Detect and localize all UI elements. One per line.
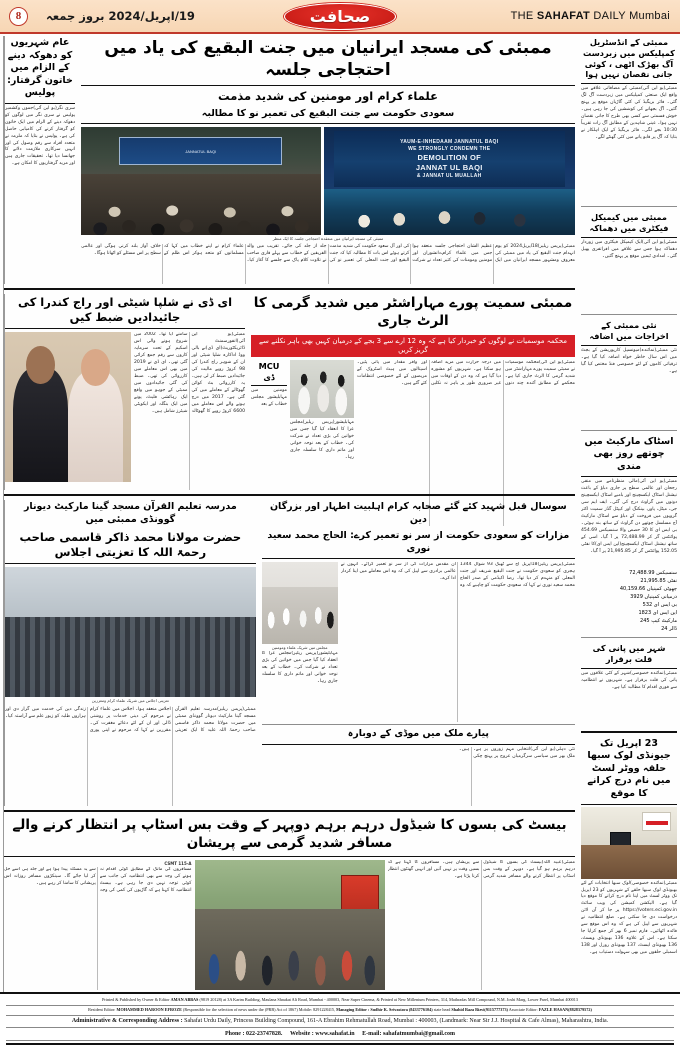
pyare-body: نئی دہلی(یو این آئی)انتخابی مہم زوروں پر ہے۔ ملک بھر میں سیاسی سرگرمیاں عروج پر پہنچ چکی ہیں۔ bbox=[458, 746, 575, 759]
majlis-gathering-photo bbox=[262, 562, 338, 644]
heat-headline: ممبئی سمیت پورے مہاراشٹر میں شدید گرمی کا الرٹ جاری bbox=[253, 295, 573, 329]
top-left-body: سری نگر(یو این آئی)جموں وکشمیر پولیس نے سری نگر میں لوگوں کو دھوکہ دینے کے الزام میں ایک خاتون کو گرفتار کرنے کی کامیابی حاصل کی ہے۔ پولیس نے بتایا کہ ملزمہ نے متعدد افراد سے رقم وصول کی اور انہیں سرکاری ملازمت دلانے کا جھانسا دیا تھا۔ تحقیقات جاری ہیں اور مزید گرفتاریوں کا امکان ہے۔ bbox=[5, 105, 75, 167]
stock-label: این ایس ای bbox=[652, 610, 677, 617]
stock-label: درمیانی کمپنیاں bbox=[644, 594, 677, 601]
best-bus-headline: بیسٹ کی بسوں کا شیڈول درہم برہم دوپہر کے وقت بس اسٹاپ پر انتظار کرنے والے مسافر شدید گرمی سے پریشان bbox=[4, 816, 575, 857]
lead-subhead-2: سعودی حکومت سے جنت البقیع کی تعمیر نو کا مطالبہ bbox=[81, 107, 575, 124]
printed-prefix: Printed & Published by Owner & Editor bbox=[102, 997, 171, 1003]
story-top-left bbox=[4, 36, 78, 284]
banner-line-1: YAUM-E-INHEDAAM JANNATUL BAQI bbox=[400, 138, 499, 145]
story-best-bus bbox=[4, 816, 575, 990]
stage-banner-photo bbox=[324, 127, 575, 235]
divider bbox=[4, 810, 575, 812]
page-body-grid bbox=[0, 34, 680, 1003]
stock-value: 3929 bbox=[630, 594, 643, 601]
lead-sub-deck bbox=[81, 88, 575, 124]
best-bus-row bbox=[4, 860, 575, 990]
top-left-headline: عام شہریوں کو دھوکہ دینے کے الزام میں خاتون گرفتار: پولیس bbox=[5, 36, 75, 104]
stock-label: چھوٹی کمپنیاں bbox=[646, 586, 677, 593]
right-misc1-body: ممبئی(یو این آئی)ایک کیمیکل فیکٹری میں زوردار دھماکہ ہوا جس سے علاقے میں افراتفری پھیل گئی۔ امدادی ٹیمیں موقع پر پہنچ گئیں۔ bbox=[581, 239, 677, 259]
stock-headline: اسٹاک مارکیٹ میں چوتھے روز بھی مندی bbox=[581, 435, 677, 478]
divider bbox=[262, 724, 575, 725]
heat-side-body: مومنین میں مہابلیشور مجلس خطاب کے بعد bbox=[251, 388, 287, 408]
divider bbox=[581, 731, 677, 733]
story-stock-market bbox=[581, 435, 677, 634]
associate-editor-label: Associate Editor: bbox=[507, 1006, 539, 1012]
pyare-headline: پیارے ملک میں موڈی کے دوبارہ bbox=[262, 727, 575, 745]
stock-figure-row bbox=[581, 625, 677, 633]
photo-crowd bbox=[81, 174, 321, 234]
middle-zone bbox=[4, 294, 575, 490]
right-misc1-headline: ممبئی میں کیمیکل فیکٹری میں دھماکہ bbox=[581, 211, 677, 238]
right-rail-column bbox=[581, 36, 677, 1000]
lead-body: ممبئی(پریس ریلیز)18اپریل2024 کو یوم انہدام جنت البقیع کی یاد میں ممبئی کی معروف ومشہور مسجد ایرانیان میں ایک عظیم الشان احتجاجی جلسہ منعقد ہوا جس میں علماء کرام،دانشوران اور مومنین ومومنات کی کثیر تعداد نے شرکت کی اور آل سعود حکومت کی شدید مذمت کرتے ہوئے اس بات کا مطالبہ کیا کہ جنت البقیع اور جنت المعلی کی تعمیر نو کی جلد از جلد کی جائے۔ تقریب میں والد الفریقین کے خطاب سے پہلے قاری صاحب نے تلاوت کلام پاک سے جلسے کا آغاز کیا۔ علماء کرام نے اپنے خطاب میں کہا کہ مسلمانوں کو متحد ہوکر اس ظلم کے خلاف آواز بلند کرنی ہوگی اور عالمی سطح پر اس مسئلے کو اٹھانا ہوگا۔ bbox=[81, 243, 575, 263]
stock-value: 72,488.99 bbox=[629, 570, 655, 577]
associate-editor-name: FAZLE HASAN(8828379572) bbox=[538, 1006, 592, 1012]
icu-label: MCU ڈی bbox=[251, 360, 287, 387]
divider bbox=[4, 288, 575, 290]
ed-shilpa-body: ممبئی(یو این آئی)انفورسمنٹ ڈائریکٹوریٹ(ای ڈی)نے بالی ووڈ اداکارہ شلپا شیٹی اور ان کے شوہر راج کندرا کی 98 کروڑ روپے مالیت کی جائیدادیں ضبط کر لی ہیں۔ یہ کارروائی بٹ کوائن گھوٹالے کے معاملے میں کی گئی ہے۔ 2017 میں درج ہونے والے اس معاملے میں 6600 کروڑ روپے کا گھوٹالہ سامنے آیا تھا۔ 2002 میں شروع ہونے والی اس اسکیم کے تحت سرمایہ کاروں سے رقم جمع کرائی گئی تھی۔ ای ڈی نے 2019 میں بھی اس معاملے میں کارروائی کی تھی۔ ضبط کی گئی جائیدادوں میں ممبئی کے جوہو میں واقع ایک رہائشی فلیٹ، پونے میں ایک بنگلہ اور ایکویٹی شیئرز شامل ہیں۔ bbox=[134, 332, 245, 414]
top-zone bbox=[4, 36, 575, 284]
email-value[interactable]: sahafatmumbai@gmail.com bbox=[382, 1030, 456, 1037]
photo-poster bbox=[642, 812, 671, 831]
right-misc2-body: نئی ممبئی(نمائندہ)میونسپل کارپوریشن کے بجٹ میں اس سال خاطر خواہ اضافہ کیا گیا ہے۔ ترقیاتی کاموں کے لئے خصوصی فنڈ مختص کیا گیا ہے۔ bbox=[581, 347, 677, 374]
stock-label: سنسیکس bbox=[656, 570, 677, 577]
photo-commuters bbox=[195, 909, 385, 990]
voter-registration-office-photo bbox=[581, 807, 677, 879]
madrasa-headline-2: حضرت مولانا محمد ذاکر قاسمی صاحب رحمۃ اللہ کا تعزیتی اجلاس bbox=[5, 529, 256, 564]
csmt-route-label: CSMT 115-A bbox=[164, 860, 192, 866]
masthead-english-title bbox=[511, 10, 670, 22]
divider bbox=[581, 430, 677, 431]
photo-person-male bbox=[13, 368, 68, 482]
photo-figures bbox=[290, 360, 354, 418]
banner-line-2: WE STRONGLY CONDEMN THE bbox=[408, 145, 491, 152]
sahafat-logo[interactable] bbox=[284, 3, 396, 30]
title-brand: SAHAFAT bbox=[536, 10, 591, 22]
story-heat-alert bbox=[251, 294, 575, 490]
stock-figure-row bbox=[581, 609, 677, 617]
photo-stage-banner: JANNATUL BAQI bbox=[119, 137, 282, 165]
owner-editor-name: AMAN ABBAS bbox=[170, 997, 199, 1003]
shaheed-row bbox=[262, 562, 575, 722]
madrasa-body: ممبئی(پریس ریلیز)مدرسہ تعلیم القرآن مسجد گینا مارکیٹ دیونار گوونڈی ممبئی میں حضرت مولانا محمد ذاکر قاسمی صاحب رحمۃ اللہ علیہ کا ایک تعزیتی اجلاس منعقد ہوا۔ اجلاس میں علماء کرام نے مرحوم کی دینی خدمات پر روشنی ڈالی اور ان کے لئے دعائے مغفرت کی۔ مقررین نے کہا کہ مرحوم نے اپنی پوری زندگی دین کی خدمت میں گزار دی اور ہزاروں طلبہ کو زیور علم سے آراستہ کیا۔ bbox=[5, 706, 256, 733]
stock-value: 245 bbox=[640, 618, 650, 625]
story-lead bbox=[81, 36, 575, 284]
fire-body: ممبئی(یو این آئی)ممبئی کے مضافاتی علاقے میں واقع ایک صنعتی کمپلیکس میں زبردست آگ لگ گئی۔ فائر بریگیڈ کی کئی گاڑیاں موقع پر پہنچ گئیں۔ آگ بجھانے کی کوششیں کی جا رہی ہیں۔ خوش قسمتی سے کسی بھی طرح کا جانی نقصان نہیں ہوا۔ عینی شاہدین کے مطابق آگ رات تقریباً 10:30 بجے لگی۔ فائر بریگیڈ کے ایک اہلکار نے بتایا کہ آگ پر قابو پانے میں کئی گھنٹے لگے۔ bbox=[581, 86, 677, 141]
stock-value: 24 bbox=[661, 626, 668, 633]
stock-figure-row bbox=[581, 617, 677, 625]
footer-bottom-rule bbox=[6, 1043, 674, 1045]
condemn-banner bbox=[334, 131, 565, 187]
stock-figure-row bbox=[581, 585, 677, 593]
story-right-misc2 bbox=[581, 319, 677, 426]
best-bus-body-left: مسافروں کی مانگ کے مطابق کوئی اقدام نہ ہونے کی وجہ سے بھی انتظامیہ کی جانب سے کوئی توجہ نہیں دی جا رہی ہے۔ بیسٹ انتظامیہ کا کہنا ہے کہ گاڑیوں کی کمی کی وجہ سے یہ مسئلہ پیدا ہوا ہے اور جلد ہی اسے حل کر لیا جائے گا۔ سینکڑوں مسافر روزانہ اس پریشانی کا سامنا کر رہے ہیں۔ bbox=[4, 866, 192, 893]
masthead bbox=[0, 0, 680, 34]
stock-body: ممبئی(یو این آئی)مالی منظرنامے میں منفی رجحان اور عالمی سطح پر جاری دباؤ کے باعث نیشنل اسٹاک ایکسچینج اور بامبے اسٹاک ایکسچینج دونوں میں گراوٹ درج کی گئی۔ ایف ایم سی جی، میٹل، پاور، بینکنگ اور کیپٹل گڈز سمیت اکثر گروپوں میں فروخت کے دباؤ سے اسٹاک مارکیٹ آج مسلسل چوتھے دن گراوٹ کے ساتھ بند ہوئی۔ بی ایس ای کا 30 حصص والا سنسیکس 454.69 پوائنٹس گر کر 72,488.99 پر آ گیا۔ اسی کے ساتھ نیشنل اسٹاک ایکسچینج(این ایس ای)کا نفٹی 152.05 پوائنٹس گر کر 21,995.85 پر آ گیا۔ bbox=[581, 479, 677, 554]
heat-body: ممبئی(یو این آئی)محکمہ موسمیات نے ممبئی سمیت پورے مہاراشٹر میں شدید گرمی کا الرٹ جاری کیا ہے۔ محکمے کے مطابق آئندہ چند دنوں میں درجہ حرارت میں مزید اضافہ ہو سکتا ہے۔ شہریوں کو مشورہ دیا گیا ہے کہ وہ دن کے اوقات میں غیر ضروری طور پر باہر نہ نکلیں اور وافر مقدار میں پانی پئیں۔ اسپتالوں میں ہیٹ اسٹروک کے مریضوں کے لئے خصوصی انتظامات کئے گئے ہیں۔ bbox=[357, 359, 575, 386]
stock-value: 21,995.85 bbox=[640, 578, 666, 585]
shaheed-photo-wrap bbox=[262, 562, 338, 722]
phone-value[interactable]: 022-23747828. bbox=[245, 1030, 283, 1037]
story-ed-shilpa bbox=[4, 294, 248, 490]
lead-headline: ممبئی کی مسجد ایرانیان میں جنت البقیع کی یاد میں احتجاجی جلسہ bbox=[81, 36, 575, 86]
right-misc3-body: ممبئی(نمائندہ خصوصی)شہر کے کئی علاقوں میں پانی کی قلت برقرار ہے۔ شہریوں نے انتظامیہ سے فوری اقدام کا مطالبہ کیا ہے۔ bbox=[581, 670, 677, 690]
photo-person-female bbox=[68, 371, 123, 482]
shaheed-caption: مجلس میں شریک علماء ومومنین bbox=[271, 645, 328, 651]
stock-label: بی ایس ای bbox=[653, 602, 677, 609]
prb-act-note: (Responsible for the selection of news under the (PRB) Act of 1867) Mobile: 8291228415, bbox=[181, 1006, 337, 1012]
footer-line-contact bbox=[6, 1028, 674, 1041]
story-voter-registration bbox=[581, 737, 677, 971]
story-right-misc3 bbox=[581, 642, 677, 727]
stock-label: مارکیٹ کیپ bbox=[651, 618, 677, 625]
printed-address: (9819 20128) at 3A Karim Building, Maulana Shaukat Ali Road, Mumbai - 400003, Near Super Cinema, & Printed at New Millenium Printers, 314, Mathradas Mill Compound, N.M. Joshi Marg, Lower Parel, Mumbai 400013 bbox=[198, 997, 578, 1003]
photo-dais bbox=[324, 189, 575, 234]
divider bbox=[581, 314, 677, 315]
ed-shilpa-headline: ای ڈی نے شلپا شیٹی اور راج کندرا کی جائیدادیں ضبط کیں bbox=[5, 294, 245, 329]
phone-label: Phone : bbox=[224, 1030, 246, 1037]
stock-value: 40,159.66 bbox=[619, 586, 646, 593]
fire-headline: ممبئی کے انڈسٹریل کمپلیکس میں زبردست آگ بھڑک اٹھی ، کوئی جانی نقصان نہیں ہوا bbox=[581, 36, 677, 84]
stock-figure-row bbox=[581, 601, 677, 609]
footer-line-printed bbox=[6, 996, 674, 1006]
shaheed-body: ممبئی(پریس ریلیز)18اپریل آج سے ٹھیک 93 شوال 1344 ہجری کو سعودی حکومت نے جنت البقیع شریف اور جنت المعلی کو منہدم کر دیا تھا۔ رضا اکیڈمی کے صدر الحاج محمد سعید نوری نے کہا کہ سعودی حکومت کو چاہیے کہ وہ ان مقدس مزارات کی از سر نو تعمیر کرائے۔ انہوں نے عالمی برادری سے اپیل کی کہ وہ اس معاملے میں اپنا کردار ادا کرے۔ bbox=[340, 562, 575, 589]
email-label: E-mail: bbox=[362, 1030, 383, 1037]
photo-desk bbox=[581, 845, 677, 878]
shaheed-headline-2: مزارات کو سعودی حکومت از سر نو تعمیر کرے: الحاج محمد سعید نوری bbox=[262, 529, 575, 559]
footer-line-address bbox=[6, 1016, 674, 1029]
story-right-misc1 bbox=[581, 211, 677, 310]
best-bus-left-wrap bbox=[4, 860, 192, 990]
stock-figure-row bbox=[581, 569, 677, 577]
state-head-label: state head bbox=[432, 1006, 452, 1012]
footer-imprint bbox=[0, 992, 680, 1049]
resident-editor-name: MOHAMMED HAROON EFROZE bbox=[116, 1006, 182, 1012]
madrasa-hall-photo bbox=[5, 567, 256, 697]
lower-zone bbox=[4, 500, 575, 806]
best-bus-body-right: ممبئی(عبید اللہ)بیسٹ کی بسوں کا شیڈول درہم برہم ہو گیا ہے۔ دوپہر کے وقت بس اسٹاپ پر انتظار کرنے والے مسافر شدید گرمی سے پریشان ہیں۔ مسافروں کا کہنا ہے کہ بسیں وقت پر نہیں آتیں اور انہیں گھنٹوں انتظار کرنا پڑتا ہے۔ bbox=[387, 859, 575, 879]
lead-subhead-1: علماء کرام اور مومنین کی شدید مذمت bbox=[218, 88, 438, 103]
right-misc2-headline: نئی ممبئی کے اخراجات میں اضافہ bbox=[581, 319, 677, 346]
voter-headline: 23 اپریل تک جیونڈی لوک سبھا حلقہ ووٹر لسٹ میں نام درج کرانے کا موقع bbox=[581, 737, 677, 805]
stock-value: 1823 bbox=[638, 610, 652, 617]
lead-caption: ممبئی کی مسجد ایرانیان میں منعقدہ احتجاجی جلسہ کا ایک منظر bbox=[272, 235, 384, 241]
madrasa-headline-1: مدرسہ تعلیم القرآن مسجد گینا مارکیٹ دیونار گوونڈی ممبئی میں bbox=[23, 501, 237, 525]
divider bbox=[581, 637, 677, 638]
women-body: مہابلیشور(پریس ریلیز)مجلس عزا کا انعقاد کیا گیا جس میں خواتین کی بڑی تعداد نے شرکت کی۔ خطاب کے بعد نوحہ خوانی اور ماتم داری کا سلسلہ جاری رہا۔ bbox=[290, 419, 354, 460]
shilpa-raj-portrait-photo bbox=[5, 332, 131, 482]
website-label: Website : bbox=[289, 1030, 316, 1037]
masthead-date: 19/اپریل/2024 بروز جمعہ bbox=[46, 9, 195, 23]
banner-line-4: JANNAT UL BAQI bbox=[415, 162, 483, 172]
stock-figures-list bbox=[581, 569, 677, 633]
managing-editor: Managing Editor : Sudhir K. Srivastava (8433776104) bbox=[336, 1006, 433, 1012]
ed-shilpa-row bbox=[5, 332, 245, 490]
stock-value: 532 bbox=[642, 602, 653, 609]
footer-line-editors bbox=[6, 1006, 674, 1016]
heat-subbar: محکمہ موسمیات نے لوگوں کو خبردار کیا ہے کہ وہ 12 ارے سے 3 بجے کے درمیان کہیں بھی باہر نکلنے سے گریز کریں bbox=[251, 335, 575, 357]
shaheed-side-body: مہابلیشور(پریس ریلیز)مجلس عزا کا انعقاد کیا گیا جس میں خواتین کی بڑی تعداد نے شرکت کی۔ خطاب کے بعد نوحہ خوانی اور ماتم داری کا سلسلہ جاری رہا۔ bbox=[261, 651, 338, 685]
women-chador-photo bbox=[290, 360, 354, 418]
shaheed-headline-1: سوسال قبل شہید کئے گئے صحابہ کرام اہلبیت اطہار اور بزرگان دین bbox=[269, 501, 567, 525]
title-post: DAILY Mumbai bbox=[590, 10, 670, 22]
story-fire bbox=[581, 36, 677, 202]
state-head-name: Shahid Raza Rizvi(9115777373) bbox=[451, 1006, 508, 1012]
lead-photo-row bbox=[81, 127, 575, 235]
stock-figure-row bbox=[581, 577, 677, 585]
banner-line-3: DEMOLITION OF bbox=[417, 152, 481, 162]
poster-red-band bbox=[646, 821, 669, 825]
right-misc3-headline: شہر میں پانی کی قلت برقرار bbox=[581, 642, 677, 669]
divider bbox=[581, 206, 677, 207]
photo-attendees bbox=[262, 587, 338, 644]
address-label: Administrative & Corresponding Address : bbox=[71, 1017, 185, 1024]
divider bbox=[4, 494, 575, 496]
main-column bbox=[3, 36, 578, 1003]
madrasa-caption: تعزیتی اجلاس میں شریک علماء کرام ومعززین bbox=[91, 698, 169, 704]
title-pre: THE bbox=[510, 10, 537, 22]
stock-label: نفٹی bbox=[667, 578, 677, 585]
photo-seated-rows bbox=[5, 617, 256, 698]
sahafat-logo-text: صحافت bbox=[309, 7, 371, 26]
stock-label: ڈالر bbox=[669, 626, 677, 633]
page-number-badge: 8 bbox=[9, 7, 28, 26]
stock-figure-row bbox=[581, 593, 677, 601]
address-value: Sahafat Urdu Daily, Princess Building Compound, 161-A Ebrahim Rehmatullah Road, Mumbai : 400003, (Landmark: Near Sir J.J. Hospital & Cafe Almas), Maharashtra, India. bbox=[184, 1017, 609, 1024]
bus-stop-street-photo bbox=[195, 860, 385, 990]
story-madrasa bbox=[4, 500, 259, 806]
banner-line-5: & JANNAT UL MUALLAH bbox=[416, 172, 482, 179]
rally-crowd-photo bbox=[81, 127, 321, 235]
story-shaheed bbox=[262, 500, 575, 806]
resident-editor-label: Resident Editor: bbox=[88, 1006, 117, 1012]
website-value[interactable]: www.sahafat.in bbox=[315, 1030, 355, 1037]
voter-body: ممبئی(نمائندہ خصوصی)لوک سبھا انتخابات کے لئے بھیونڈی لوک سبھا حلقے کے شہریوں کو 23 اپریل تک ووٹر لسٹ میں اپنا نام درج کرانے کا موقع دیا گیا ہے۔ الیکشن کمیشن کی ویب سائٹ https://voters.eci.gov.in پر جا کر آن لائن درخواست دی جا سکتی ہے۔ ضلع انتظامیہ نے شہریوں سے اپیل کی ہے کہ وہ اس موقع سے فائدہ اٹھائیں۔ فارم نمبر 6 بھر کر جمع کرایا جا سکتا ہے۔ اس کے علاوہ 136 بھیونڈی ویسٹ، 136 بھیونڈی ایسٹ، 137 بھیونڈی رورل اور 138 اسمبلی حلقوں میں بھی سہولت دستیاب ہے۔ bbox=[581, 880, 677, 956]
